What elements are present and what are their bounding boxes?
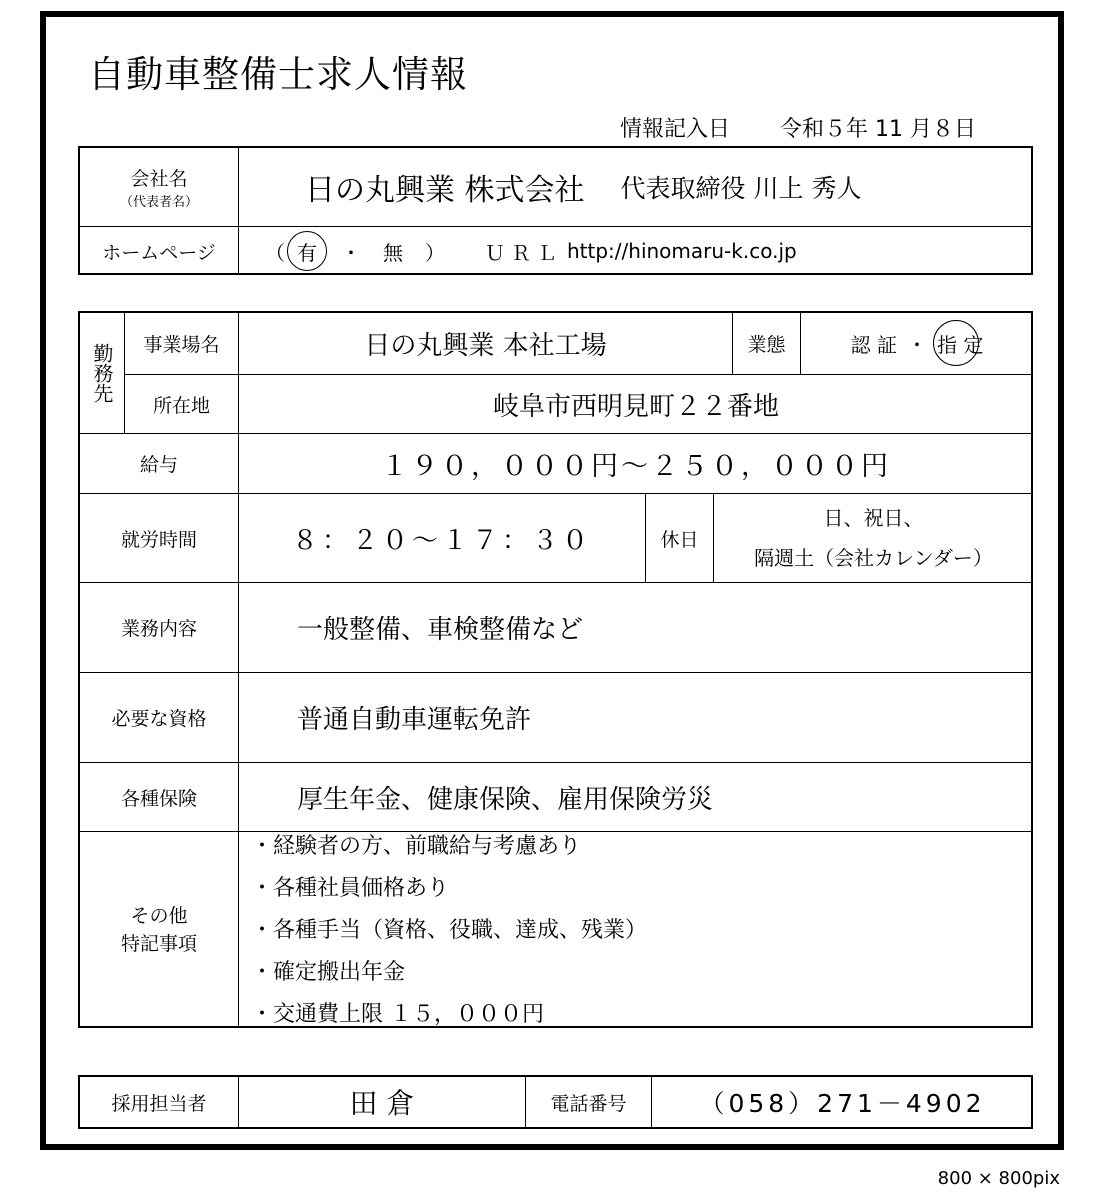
homepage-open-paren: （ <box>265 240 285 265</box>
company-representative: 代表取締役 川上 秀人 <box>620 174 862 203</box>
insurance-row <box>80 762 1031 831</box>
homepage-label: ホームページ <box>102 241 216 264</box>
duties-value: 一般整備、車検整備など <box>238 583 1033 672</box>
holiday-line-1: 日、祝日、 <box>823 506 924 530</box>
salary-row <box>80 433 1031 493</box>
entry-date-value: 令和５年 11 月８日 <box>780 117 976 142</box>
qualification-value: 普通自動車運転免許 <box>238 673 1033 762</box>
recruiter-name: 田 倉 <box>238 1077 525 1127</box>
recruiter-label: 採用担当者 <box>111 1092 207 1115</box>
phone-label: 電話番号 <box>525 1077 651 1127</box>
company-table <box>78 146 1033 275</box>
company-value-cell <box>238 148 1033 226</box>
holiday-label: 休日 <box>645 494 713 582</box>
designated-circle-mark <box>933 320 979 366</box>
site-row <box>124 313 1033 374</box>
workplace-group-label-cell <box>80 313 124 433</box>
image-size-note: 800 × 800pix <box>937 1168 1060 1189</box>
notes-label-line-2: 特記事項 <box>120 933 197 955</box>
job-table <box>78 311 1033 1028</box>
site-value: 日の丸興業 本社工場 <box>238 313 732 374</box>
insurance-label: 各種保険 <box>120 787 197 810</box>
insurance-value: 厚生年金、健康保険、雇用保険労災 <box>238 763 1033 831</box>
holiday-value-cell <box>713 494 1033 582</box>
business-type-dot: ・ <box>907 333 927 357</box>
salary-label: 給与 <box>139 454 178 476</box>
business-type-value-cell <box>800 313 1033 374</box>
company-row <box>80 148 1031 226</box>
hours-row <box>80 493 1031 582</box>
hours-value: ８：２０～１７：３０ <box>238 494 645 582</box>
workplace-group-label: 勤務先 <box>90 343 114 403</box>
site-label: 事業場名 <box>124 313 238 374</box>
notes-list <box>251 826 647 1036</box>
notes-item: ・各種手当（資格、役職、達成、残業） <box>251 918 648 943</box>
business-type-designated: 指 定 <box>937 333 984 357</box>
qualification-row <box>80 672 1031 762</box>
holiday-line-2: 隔週土（会社カレンダー） <box>754 546 993 570</box>
address-row <box>124 374 1033 433</box>
hours-label: 就労時間 <box>120 528 197 551</box>
duties-label: 業務内容 <box>120 618 197 640</box>
business-type-certified: 認 証 <box>850 333 897 357</box>
address-value: 岐阜市西明見町２２番地 <box>238 375 1033 433</box>
notes-row <box>80 831 1031 1028</box>
company-label-cell <box>80 148 238 226</box>
qualification-label: 必要な資格 <box>111 708 207 730</box>
business-type-label: 業態 <box>732 313 800 374</box>
company-label: 会社名 <box>130 168 188 190</box>
entry-date <box>620 112 976 143</box>
entry-date-label: 情報記入日 <box>620 117 731 142</box>
homepage-dot: ・ <box>341 240 361 265</box>
notes-value-cell <box>238 832 1033 1028</box>
contact-table <box>78 1075 1033 1129</box>
phone-number[interactable]: （058）271－4902 <box>651 1077 1033 1127</box>
page-title: 自動車整備士求人情報 <box>88 53 468 96</box>
notes-label-line-1: その他 <box>130 905 188 927</box>
duties-row <box>80 582 1031 672</box>
homepage-no: 無 <box>383 240 403 265</box>
notes-item: ・経験者の方、前職給与考慮あり <box>251 834 582 859</box>
homepage-row <box>80 226 1031 275</box>
business-type-designated-cell <box>937 329 983 358</box>
company-name: 日の丸興業 株式会社 <box>305 173 585 208</box>
homepage-close-paren: ） <box>425 240 445 265</box>
homepage-url[interactable]: http://hinomaru-k.co.jp <box>567 239 797 263</box>
company-sublabel: （代表者名） <box>119 195 198 210</box>
notes-label-cell <box>80 832 238 1028</box>
address-label: 所在地 <box>124 375 238 433</box>
salary-value: １９０，０００円～２５０，０００円 <box>238 434 1033 493</box>
contact-row <box>80 1077 1031 1127</box>
notes-item: ・交通費上限 １５，０００円 <box>251 1002 544 1027</box>
notes-item: ・各種社員価格あり <box>251 876 450 901</box>
homepage-value-cell <box>238 227 1033 275</box>
homepage-url-label: ＵＲＬ <box>485 240 563 265</box>
homepage-yes-circled: 有 <box>287 231 327 271</box>
notes-item: ・確定搬出年金 <box>251 960 406 985</box>
